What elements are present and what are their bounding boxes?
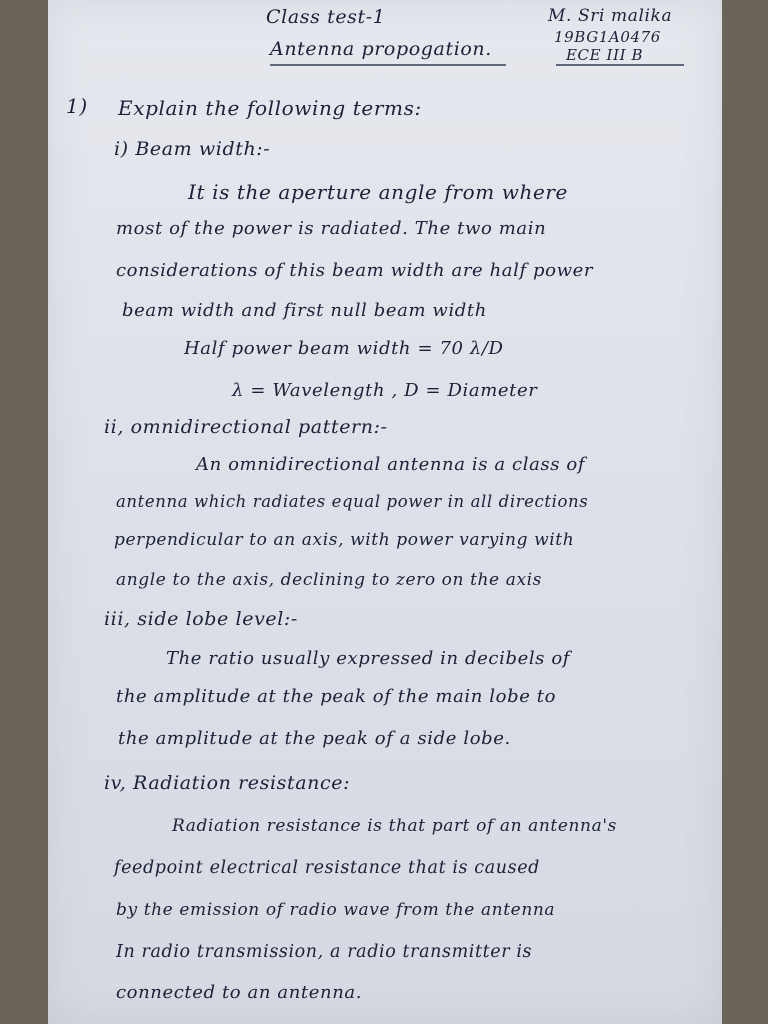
formula-line: Half power beam width = 70 λ/D xyxy=(184,338,504,359)
text-line: In radio transmission, a radio transmitter is xyxy=(116,942,533,962)
text-line: An omnidirectional antenna is a class of xyxy=(196,454,586,475)
text-line: by the emission of radio wave from the antenna xyxy=(116,900,556,920)
text-line: considerations of this beam width are half power xyxy=(116,260,594,281)
section-heading-omnidirectional: ii, omnidirectional pattern:- xyxy=(104,416,388,438)
section-heading-radiation-resistance: iv, Radiation resistance: xyxy=(104,772,351,794)
text-line: angle to the axis, declining to zero on the axis xyxy=(116,570,543,590)
test-title: Class test-1 xyxy=(266,6,386,28)
section-heading-beam-width: i) Beam width:- xyxy=(114,138,271,160)
section-underline xyxy=(556,64,684,66)
notebook-page xyxy=(48,0,722,1024)
text-line: connected to an antenna. xyxy=(116,982,363,1003)
question-number: 1) xyxy=(66,94,88,118)
text-line: the amplitude at the peak of a side lobe. xyxy=(118,728,511,749)
text-line: perpendicular to an axis, with power varying with xyxy=(114,530,575,550)
text-line: most of the power is radiated. The two main xyxy=(116,218,547,239)
student-name: M. Sri malika xyxy=(548,6,673,26)
text-line: It is the aperture angle from where xyxy=(188,180,568,204)
class-section: ECE III B xyxy=(566,46,644,64)
section-heading-side-lobe-level: iii, side lobe level:- xyxy=(104,608,298,630)
subject-underline xyxy=(270,64,506,66)
text-line: antenna which radiates equal power in all directions xyxy=(116,492,589,511)
formula-line: λ = Wavelength , D = Diameter xyxy=(232,380,538,401)
text-line: beam width and first null beam width xyxy=(122,300,487,321)
subject-title: Antenna propogation. xyxy=(270,38,492,60)
text-line: the amplitude at the peak of the main lobe to xyxy=(116,686,557,707)
question-prompt: Explain the following terms: xyxy=(118,96,422,120)
text-line: Radiation resistance is that part of an antenna's xyxy=(172,816,617,836)
text-line: The ratio usually expressed in decibels of xyxy=(166,648,571,669)
text-line: feedpoint electrical resistance that is caused xyxy=(114,858,540,878)
roll-number: 19BG1A0476 xyxy=(554,28,661,46)
